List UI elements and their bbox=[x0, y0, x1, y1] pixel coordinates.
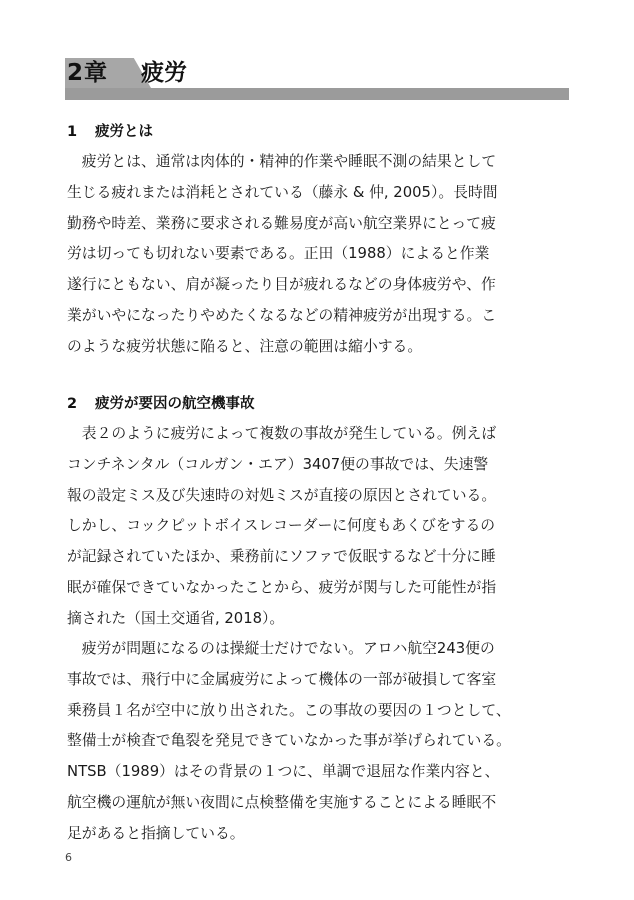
paragraph-2-2 bbox=[67, 634, 569, 850]
text-line: 遂行にともない、肩が凝ったり目が疲れるなどの身体疲労や、作 bbox=[67, 276, 496, 294]
text-line: 業がいやになったりやめたくなるなどの精神疲労が出現する。こ bbox=[67, 306, 497, 324]
section-title: 疲労とは bbox=[95, 124, 153, 140]
text-line: 疲労とは、通常は肉体的・精神的作業や睡眠不測の結果として bbox=[67, 153, 497, 170]
text-line: NTSB（1989）はその背景の１つに、単調で退屈な作業内容と、 bbox=[67, 763, 500, 781]
section-heading-1 bbox=[67, 122, 153, 142]
text-line: 疲労が問題になるのは操縦士だけでない。アロハ航空243便の bbox=[67, 640, 495, 657]
section-number: 2 bbox=[67, 396, 78, 412]
text-line: 勤務や時差、業務に要求される難易度が高い航空業界にとって疲 bbox=[67, 214, 496, 232]
text-line: が記録されていたほか、乗務前にソファで仮眠するなど十分に睡 bbox=[67, 548, 496, 566]
text-line: 表２のように疲労によって複数の事故が発生している。例えば bbox=[67, 425, 497, 442]
text-line: 労は切っても切れない要素である。正田（1988）によると作業 bbox=[67, 245, 490, 263]
text-line: 整備士が検査で亀裂を発見できていなかった事が挙げられている。 bbox=[67, 732, 511, 750]
text-line: 報の設定ミス及び失速時の対処ミスが直接の原因とされている。 bbox=[67, 486, 497, 504]
text-line: 眠が確保できていなかったことから、疲労が関与した可能性が指 bbox=[67, 578, 497, 596]
text-line: 生じる疲れまたは消耗とされている（藤永 & 仲, 2005）。長時間 bbox=[67, 183, 498, 201]
paragraph-1-1 bbox=[67, 147, 569, 363]
text-line: コンチネンタル（コルガン・エア）3407便の事故では、失速警 bbox=[67, 455, 489, 473]
text-line: 航空機の運航が無い夜間に点検整備を実施することによる睡眠不 bbox=[67, 793, 497, 811]
chapter-number: 2章 bbox=[67, 60, 109, 86]
chapter-rule bbox=[65, 88, 569, 100]
section-number: 1 bbox=[67, 124, 78, 140]
text-line: しかし、コックピットボイスレコーダーに何度もあくびをするの bbox=[67, 517, 496, 535]
section-title: 疲労が要因の航空機事故 bbox=[95, 396, 255, 412]
text-line: 事故では、飛行中に金属疲労によって機体の一部が破損して客室 bbox=[67, 670, 497, 688]
chapter-header bbox=[65, 52, 569, 102]
paragraph-2-1 bbox=[67, 419, 569, 635]
text-line: 足があると指摘している。 bbox=[67, 824, 245, 842]
text-line: のような疲労状態に陥ると、注意の範囲は縮小する。 bbox=[67, 337, 423, 355]
text-line: 乗務員１名が空中に放り出された。この事故の要因の１つとして、 bbox=[67, 701, 511, 719]
chapter-title: 疲労 bbox=[141, 60, 187, 86]
text-line: 摘された（国土交通省, 2018）。 bbox=[67, 609, 285, 627]
page-number: 6 bbox=[65, 851, 72, 864]
section-heading-2 bbox=[67, 394, 255, 414]
